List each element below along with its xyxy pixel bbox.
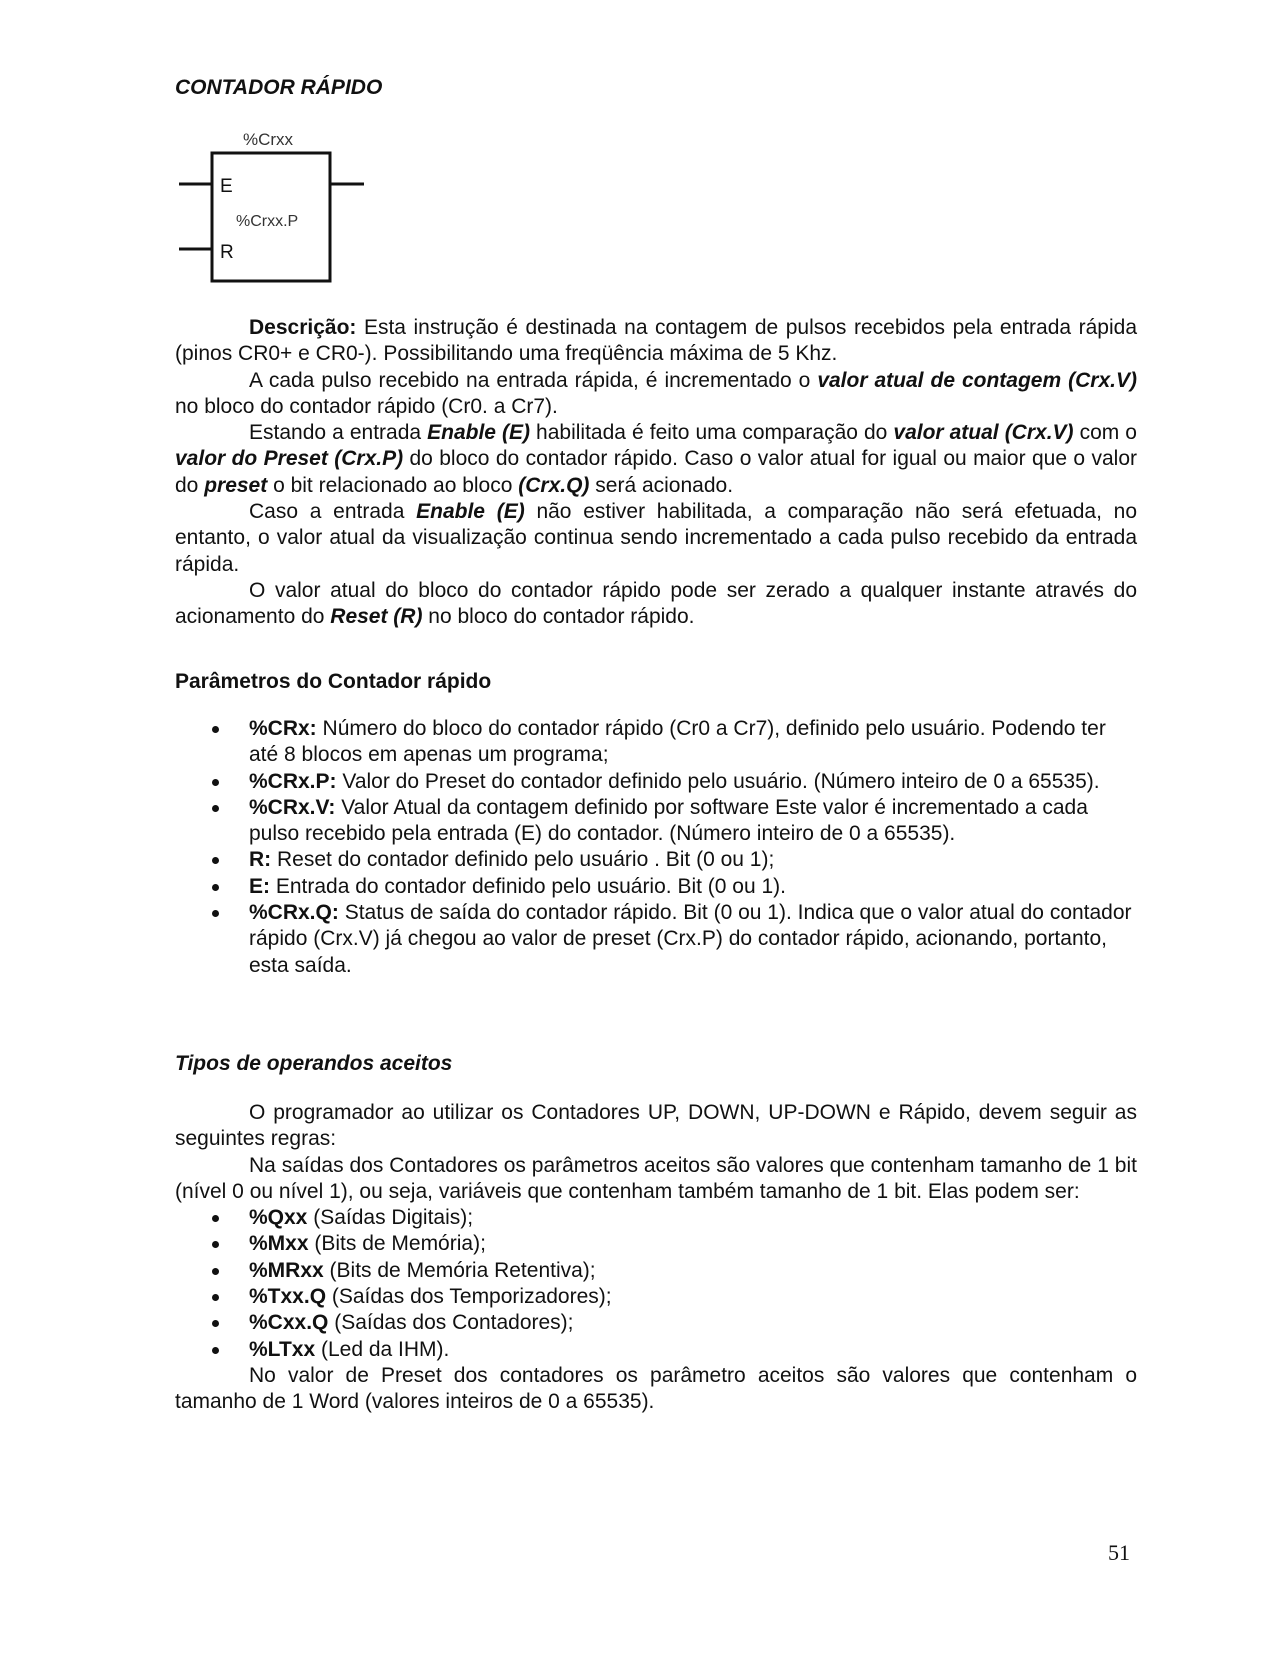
- input-e-label: E: [220, 176, 233, 197]
- operands-list: [175, 1205, 1137, 1363]
- preset-label: %Crxx.P: [236, 213, 299, 230]
- bullet-icon: [212, 884, 219, 891]
- list-item: %LTxx (Led da IHM).: [175, 1337, 1137, 1363]
- list-item: %Mxx (Bits de Memória);: [175, 1231, 1137, 1257]
- bullet-icon: [212, 726, 219, 733]
- section-title-parametros: Parâmetros do Contador rápido: [175, 670, 492, 693]
- block-name-label: %Crxx: [243, 130, 294, 149]
- bullet-icon: [212, 910, 219, 917]
- operands-paragraph-1: O programador ao utilizar os Contadores UP, DOWN, UP-DOWN e Rápido, devem seguir as seguintes regras:: [175, 1101, 1137, 1151]
- list-item: %CRx: Número do bloco do contador rápido (Cr0 a Cr7), definido pelo usuário. Podendo ter até 8 blocos em apenas um programa;: [175, 716, 1137, 769]
- description-section: [175, 315, 1137, 631]
- section-title-tipos-operandos: Tipos de operandos aceitos: [175, 1052, 453, 1075]
- bullet-icon: [212, 805, 219, 812]
- bullet-icon: [212, 1347, 219, 1354]
- list-item: R: Reset do contador definido pelo usuário . Bit (0 ou 1);: [175, 847, 1137, 873]
- bullet-icon: [212, 1241, 219, 1248]
- bullet-icon: [212, 1294, 219, 1301]
- parameters-list: [175, 716, 1137, 979]
- bullet-icon: [212, 857, 219, 864]
- bullet-icon: [212, 1215, 219, 1222]
- list-item: %MRxx (Bits de Memória Retentiva);: [175, 1258, 1137, 1284]
- list-item: %CRx.Q: Status de saída do contador rápido. Bit (0 ou 1). Indica que o valor atual do contador rápido (Crx.V) já chegou ao valor de preset (Crx.P) do contador rápido, acionando, portanto, esta saída.: [175, 900, 1137, 979]
- description-paragraph-3: Estando a entrada Enable (E) habilitada é feito uma comparação do valor atual (Crx.V) com o valor do Preset (Crx.P) do bloco do contador rápido. Caso o valor atual for igual ou maior que o valor do preset o bit relacionado ao bloco (Crx.Q) será acionado.: [175, 421, 1137, 497]
- list-item: %Qxx (Saídas Digitais);: [175, 1205, 1137, 1231]
- operands-paragraph-2: Na saídas dos Contadores os parâmetros aceitos são valores que contenham tamanho de 1 bit (nível 0 ou nível 1), ou seja, variáveis que contenham também tamanho de 1 bit. Elas podem ser:: [175, 1153, 1137, 1203]
- list-item: %Cxx.Q (Saídas dos Contadores);: [175, 1310, 1137, 1336]
- description-paragraph-1: Descrição: Esta instrução é destinada na contagem de pulsos recebidos pela entrada rápida (pinos CR0+ e CR0-). Possibilitando uma freqüência máxima de 5 Khz.: [175, 316, 1137, 366]
- section-title-contador-rapido: CONTADOR RÁPIDO: [175, 76, 383, 99]
- description-paragraph-4: Caso a entrada Enable (E) não estiver habilitada, a comparação não será efetuada, no entanto, o valor atual da visualização continua sendo incrementado a cada pulso recebido da entrada rápida.: [175, 500, 1137, 576]
- page-number: 51: [1108, 1540, 1130, 1565]
- counter-block-diagram: [175, 125, 385, 300]
- list-item: %CRx.V: Valor Atual da contagem definido por software Este valor é incrementado a cada pulso recebido pela entrada (E) do contador. (Número inteiro de 0 a 65535).: [175, 795, 1137, 848]
- operands-paragraph-3: No valor de Preset dos contadores os parâmetro aceitos são valores que contenham o tamanho de 1 Word (valores inteiros de 0 a 65535).: [175, 1363, 1137, 1414]
- description-paragraph-2: A cada pulso recebido na entrada rápida, é incrementado o valor atual de contagem (Crx.V) no bloco do contador rápido (Cr0. a Cr7).: [175, 368, 1137, 418]
- bullet-icon: [212, 1268, 219, 1275]
- bullet-icon: [212, 779, 219, 786]
- list-item: %Txx.Q (Saídas dos Temporizadores);: [175, 1284, 1137, 1310]
- parameters-list-block: [175, 716, 1137, 979]
- description-paragraph-5: O valor atual do bloco do contador rápido pode ser zerado a qualquer instante através do acionamento do Reset (R) no bloco do contador rápido.: [175, 578, 1137, 629]
- list-item: E: Entrada do contador definido pelo usuário. Bit (0 ou 1).: [175, 874, 1137, 900]
- bullet-icon: [212, 1320, 219, 1327]
- operands-section: [175, 1100, 1137, 1416]
- list-item: %CRx.P: Valor do Preset do contador definido pelo usuário. (Número inteiro de 0 a 65535).: [175, 769, 1137, 795]
- input-r-label: R: [220, 242, 234, 263]
